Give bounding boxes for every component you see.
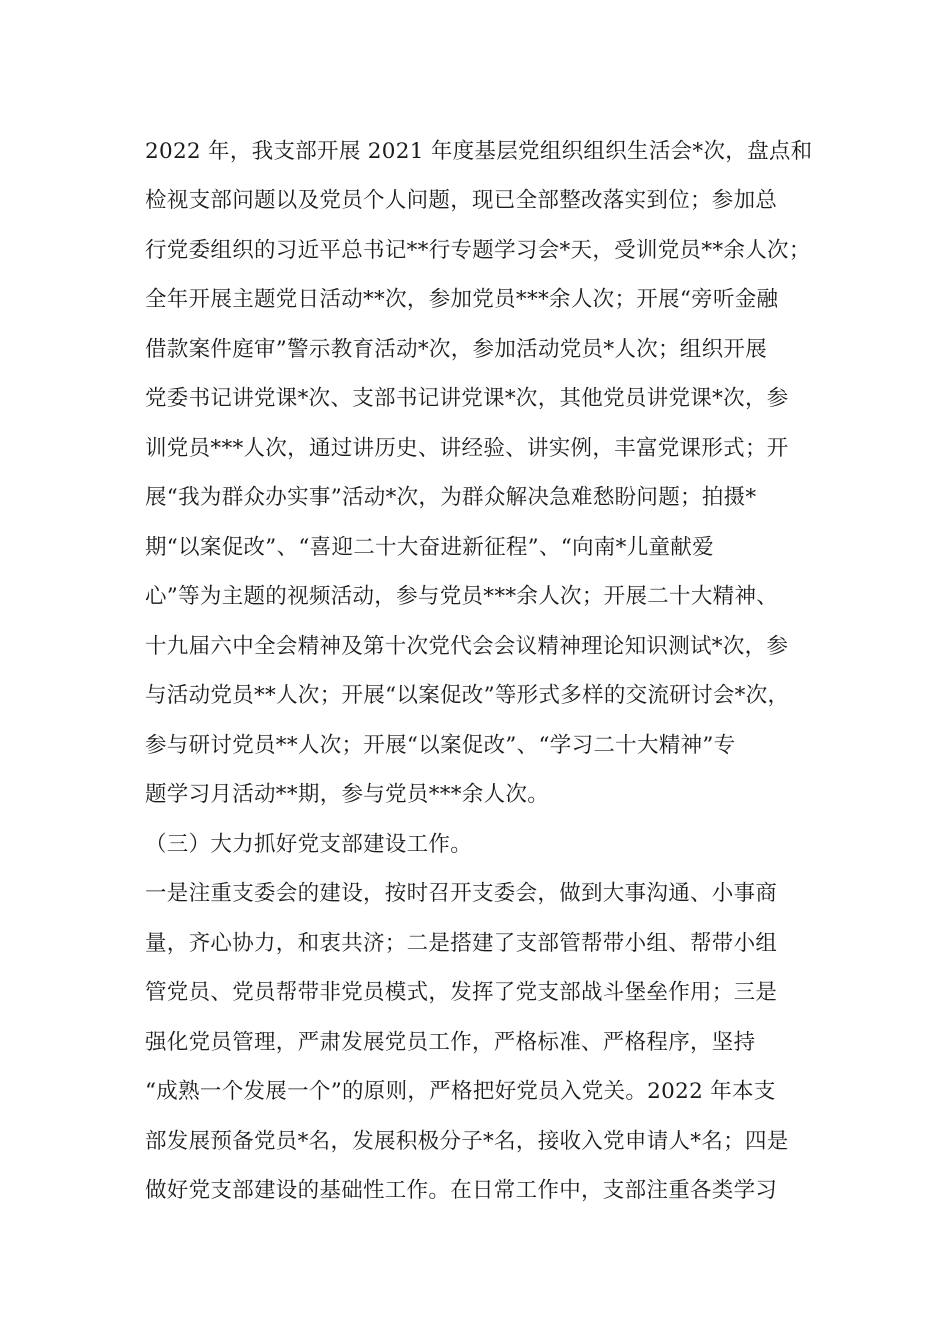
text-line: 强化党员管理，严肃发展党员工作，严格标准、严格程序，坚持: [145, 1030, 756, 1055]
text-line: 借款案件庭审”警示教育活动*次，参加活动党员*人次；组织开展: [145, 337, 767, 362]
text-line: 参与研讨党员**人次；开展“以案促改”、“学习二十大精神”专: [145, 733, 736, 758]
text-line: 量，齐心协力，和衷共济；二是搭建了支部管帮带小组、帮带小组: [145, 931, 778, 956]
text-line: 检视支部问题以及党员个人问题，现已全部整改落实到位；参加总: [145, 188, 778, 213]
text-line: 部发展预备党员*名，发展积极分子*名，接收入党申请人*名；四是: [145, 1129, 789, 1154]
text-line: 管党员、党员帮带非党员模式，发挥了党支部战斗堡垒作用；三是: [145, 980, 778, 1005]
text-line: 与活动党员**人次；开展“以案促改”等形式多样的交流研讨会*次，: [145, 683, 790, 708]
text-line: 期“以案促改”、“喜迎二十大奋进新征程”、“向南*儿童献爱: [145, 535, 714, 560]
text-line: 展“我为群众办实事”活动*次，为群众解决急难愁盼问题；拍摄*: [145, 485, 757, 510]
text-line: 心”等为主题的视频活动，参与党员***余人次；开展二十大精神、: [145, 584, 779, 609]
text-line: 2022 年，我支部开展 2021 年度基层党组织组织生活会*次，盘点和: [145, 139, 813, 164]
section-heading: （三）大力抓好党支部建设工作。: [145, 832, 473, 857]
text-line: 做好党支部建设的基础性工作。在日常工作中，支部注重各类学习: [145, 1178, 778, 1203]
text-line: 十九届六中全会精神及第十次党代会会议精神理论知识测试*次，参: [145, 634, 789, 659]
text-line: 题学习月活动**期，参与党员***余人次。: [145, 782, 550, 807]
text-line: 训党员***人次，通过讲历史、讲经验、讲实例，丰富党课形式；开: [145, 436, 789, 461]
text-line: 一是注重支委会的建设，按时召开支委会，做到大事沟通、小事商: [145, 881, 778, 906]
text-line: 行党委组织的习近平总书记**行专题学习会*天，受训党员**余人次；: [145, 238, 811, 263]
text-line: “成熟一个发展一个”的原则，严格把好党员入党关。2022 年本支: [145, 1079, 776, 1104]
text-line: 全年开展主题党日活动**次，参加党员***余人次；开展“旁听金融: [145, 287, 779, 312]
text-line: 党委书记讲党课*次、支部书记讲党课*次，其他党员讲党课*次，参: [145, 386, 789, 411]
